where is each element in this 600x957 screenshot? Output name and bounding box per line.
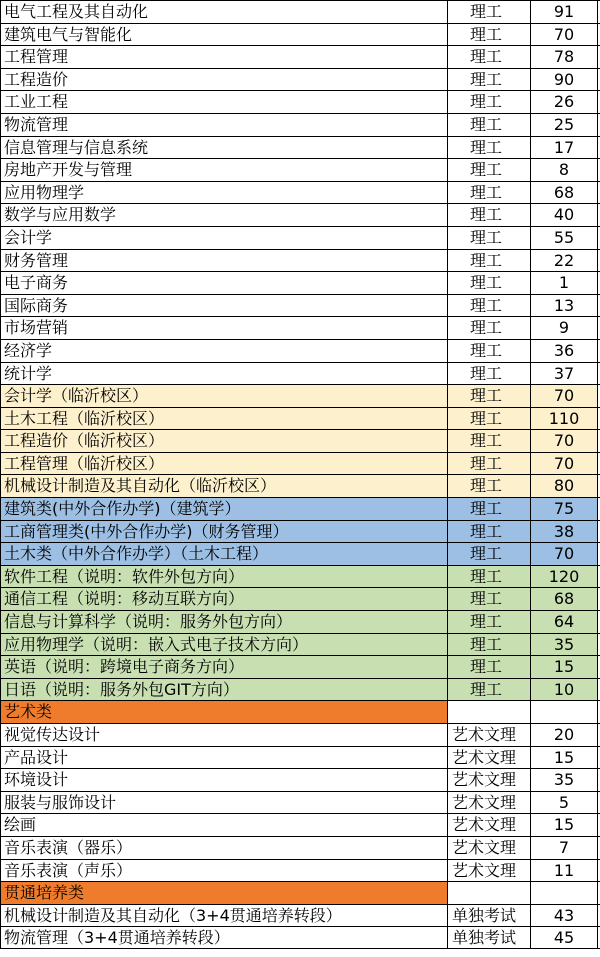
major-name-cell: 信息与计算科学（说明：服务外包方向） (0, 611, 447, 633)
table-row (0, 316, 600, 339)
enrollment-count-cell: 11 (530, 860, 598, 882)
major-name-cell: 财务管理 (0, 250, 447, 272)
table-row (0, 520, 600, 543)
subject-type-cell: 艺术文理 (447, 724, 530, 746)
major-name-cell: 通信工程（说明：移动互联方向） (0, 588, 447, 610)
enrollment-count-cell: 5 (530, 792, 598, 814)
enrollment-count-cell: 38 (530, 521, 598, 543)
major-name-cell: 电子商务 (0, 272, 447, 294)
major-name-cell: 机械设计制造及其自动化（临沂校区） (0, 475, 447, 497)
subject-type-cell: 理工 (447, 317, 530, 339)
table-row (0, 723, 600, 746)
major-name-cell: 工业工程 (0, 91, 447, 113)
enrollment-count-cell: 25 (530, 114, 598, 136)
major-name-cell: 建筑电气与智能化 (0, 24, 447, 46)
table-row (0, 113, 600, 136)
table-row (0, 452, 600, 475)
major-name-cell: 电气工程及其自动化 (0, 1, 447, 23)
enrollment-count-cell: 15 (530, 656, 598, 678)
subject-type-cell: 理工 (447, 521, 530, 543)
enrollment-count-cell: 75 (530, 498, 598, 520)
subject-type-cell: 理工 (447, 498, 530, 520)
table-row (0, 45, 600, 68)
table-row (0, 474, 600, 497)
major-name-cell: 应用物理学 (0, 182, 447, 204)
subject-type-cell: 理工 (447, 453, 530, 475)
subject-type-cell: 理工 (447, 91, 530, 113)
subject-type-cell: 理工 (447, 543, 530, 565)
enrollment-count-cell: 40 (530, 204, 598, 226)
major-name-cell: 市场营销 (0, 317, 447, 339)
enrollment-count-cell: 78 (530, 46, 598, 68)
subject-type-cell: 理工 (447, 634, 530, 656)
table-row (0, 181, 600, 204)
enrollment-count-cell (530, 701, 598, 723)
enrollment-count-cell: 15 (530, 747, 598, 769)
enrollment-count-cell: 70 (530, 430, 598, 452)
subject-type-cell: 理工 (447, 182, 530, 204)
major-name-cell: 英语（说明：跨境电子商务方向） (0, 656, 447, 678)
table-row (0, 136, 600, 159)
enrollment-count-cell: 22 (530, 250, 598, 272)
enrollment-count-cell: 110 (530, 408, 598, 430)
subject-type-cell: 理工 (447, 137, 530, 159)
enrollment-count-cell: 35 (530, 769, 598, 791)
enrollment-count-cell: 13 (530, 295, 598, 317)
enrollment-count-cell: 1 (530, 272, 598, 294)
subject-type-cell: 艺术文理 (447, 792, 530, 814)
subject-type-cell: 理工 (447, 46, 530, 68)
major-name-cell: 绘画 (0, 814, 447, 836)
subject-type-cell: 理工 (447, 656, 530, 678)
major-name-cell: 音乐表演（器乐） (0, 837, 447, 859)
major-name-cell: 机械设计制造及其自动化（3+4贯通培养转段） (0, 905, 447, 927)
table-row (0, 746, 600, 769)
subject-type-cell: 单独考试 (447, 905, 530, 927)
subject-type-cell: 艺术文理 (447, 747, 530, 769)
subject-type-cell: 单独考试 (447, 927, 530, 948)
enrollment-count-cell: 8 (530, 159, 598, 181)
enrollment-count-cell (530, 882, 598, 904)
major-name-cell: 环境设计 (0, 769, 447, 791)
enrollment-count-cell: 80 (530, 475, 598, 497)
subject-type-cell (447, 882, 530, 904)
major-name-cell: 产品设计 (0, 747, 447, 769)
table-row (0, 249, 600, 272)
major-name-cell: 视觉传达设计 (0, 724, 447, 746)
subject-type-cell: 理工 (447, 295, 530, 317)
subject-type-cell: 理工 (447, 408, 530, 430)
major-name-cell: 物流管理（3+4贯通培养转段） (0, 927, 447, 948)
major-name-cell: 工程造价 (0, 69, 447, 91)
enrollment-count-cell: 37 (530, 363, 598, 385)
enrollment-count-cell: 64 (530, 611, 598, 633)
enrollment-count-cell: 7 (530, 837, 598, 859)
table-row (0, 565, 600, 588)
subject-type-cell: 理工 (447, 475, 530, 497)
major-name-cell: 土木类（中外合作办学）（土木工程） (0, 543, 447, 565)
enrollment-count-cell: 45 (530, 927, 598, 948)
subject-type-cell: 理工 (447, 114, 530, 136)
table-row (0, 791, 600, 814)
table-row (0, 836, 600, 859)
table-row (0, 587, 600, 610)
enrollment-count-cell: 9 (530, 317, 598, 339)
subject-type-cell: 理工 (447, 363, 530, 385)
major-name-cell: 会计学 (0, 227, 447, 249)
table-row (0, 904, 600, 927)
major-name-cell: 艺术类 (0, 701, 447, 723)
subject-type-cell: 理工 (447, 340, 530, 362)
table-row (0, 339, 600, 362)
subject-type-cell: 理工 (447, 566, 530, 588)
subject-type-cell: 艺术文理 (447, 814, 530, 836)
enrollment-count-cell: 70 (530, 453, 598, 475)
subject-type-cell: 艺术文理 (447, 837, 530, 859)
subject-type-cell: 理工 (447, 69, 530, 91)
enrollment-count-cell: 68 (530, 588, 598, 610)
subject-type-cell: 理工 (447, 159, 530, 181)
table-row (0, 859, 600, 882)
enrollment-count-cell: 36 (530, 340, 598, 362)
table-row (0, 362, 600, 385)
major-name-cell: 软件工程（说明：软件外包方向） (0, 566, 447, 588)
major-name-cell: 工程管理 (0, 46, 447, 68)
table-row (0, 226, 600, 249)
major-name-cell: 信息管理与信息系统 (0, 137, 447, 159)
table-row (0, 813, 600, 836)
subject-type-cell: 艺术文理 (447, 769, 530, 791)
enrollment-count-cell: 91 (530, 1, 598, 23)
table-row (0, 926, 600, 949)
enrollment-count-cell: 68 (530, 182, 598, 204)
major-name-cell: 房地产开发与管理 (0, 159, 447, 181)
subject-type-cell: 艺术文理 (447, 860, 530, 882)
subject-type-cell: 理工 (447, 588, 530, 610)
subject-type-cell: 理工 (447, 204, 530, 226)
table-row (0, 542, 600, 565)
table-row (0, 655, 600, 678)
enrollment-count-cell: 17 (530, 137, 598, 159)
subject-type-cell (447, 701, 530, 723)
subject-type-cell: 理工 (447, 430, 530, 452)
enrollment-count-cell: 120 (530, 566, 598, 588)
enrollment-count-cell: 20 (530, 724, 598, 746)
subject-type-cell: 理工 (447, 250, 530, 272)
table-row (0, 158, 600, 181)
subject-type-cell: 理工 (447, 385, 530, 407)
table-row (0, 271, 600, 294)
enrollment-count-cell: 43 (530, 905, 598, 927)
enrollment-count-cell: 90 (530, 69, 598, 91)
table-row (0, 68, 600, 91)
table-row (0, 610, 600, 633)
enrollment-count-cell: 70 (530, 385, 598, 407)
major-name-cell: 物流管理 (0, 114, 447, 136)
enrollment-count-cell: 26 (530, 91, 598, 113)
enrollment-count-cell: 10 (530, 679, 598, 701)
table-row (0, 678, 600, 701)
enrollment-count-cell: 55 (530, 227, 598, 249)
major-name-cell: 音乐表演（声乐） (0, 860, 447, 882)
major-name-cell: 工程管理（临沂校区） (0, 453, 447, 475)
major-name-cell: 建筑类(中外合作办学)（建筑学） (0, 498, 447, 520)
subject-type-cell: 理工 (447, 227, 530, 249)
enrollment-count-cell: 15 (530, 814, 598, 836)
subject-type-cell: 理工 (447, 679, 530, 701)
table-row (0, 90, 600, 113)
major-name-cell: 服装与服饰设计 (0, 792, 447, 814)
table-row (0, 294, 600, 317)
major-name-cell: 日语（说明：服务外包GIT方向） (0, 679, 447, 701)
enrollment-count-cell: 70 (530, 543, 598, 565)
table-row (0, 497, 600, 520)
major-name-cell: 经济学 (0, 340, 447, 362)
table-row (0, 633, 600, 656)
enrollment-count-cell: 70 (530, 24, 598, 46)
table-row (0, 429, 600, 452)
major-name-cell: 土木工程（临沂校区） (0, 408, 447, 430)
table-row (0, 881, 600, 904)
major-name-cell: 贯通培养类 (0, 882, 447, 904)
enrollment-count-cell: 35 (530, 634, 598, 656)
table-row (0, 0, 600, 23)
major-name-cell: 工程造价（临沂校区） (0, 430, 447, 452)
table-row (0, 700, 600, 723)
major-name-cell: 国际商务 (0, 295, 447, 317)
table-row (0, 23, 600, 46)
subject-type-cell: 理工 (447, 611, 530, 633)
table-row (0, 407, 600, 430)
major-name-cell: 会计学（临沂校区） (0, 385, 447, 407)
table-row (0, 203, 600, 226)
major-name-cell: 应用物理学（说明：嵌入式电子技术方向） (0, 634, 447, 656)
major-name-cell: 数学与应用数学 (0, 204, 447, 226)
subject-type-cell: 理工 (447, 272, 530, 294)
major-name-cell: 工商管理类(中外合作办学)（财务管理） (0, 521, 447, 543)
subject-type-cell: 理工 (447, 24, 530, 46)
table-row (0, 768, 600, 791)
table-row (0, 384, 600, 407)
subject-type-cell: 理工 (447, 1, 530, 23)
major-name-cell: 统计学 (0, 363, 447, 385)
